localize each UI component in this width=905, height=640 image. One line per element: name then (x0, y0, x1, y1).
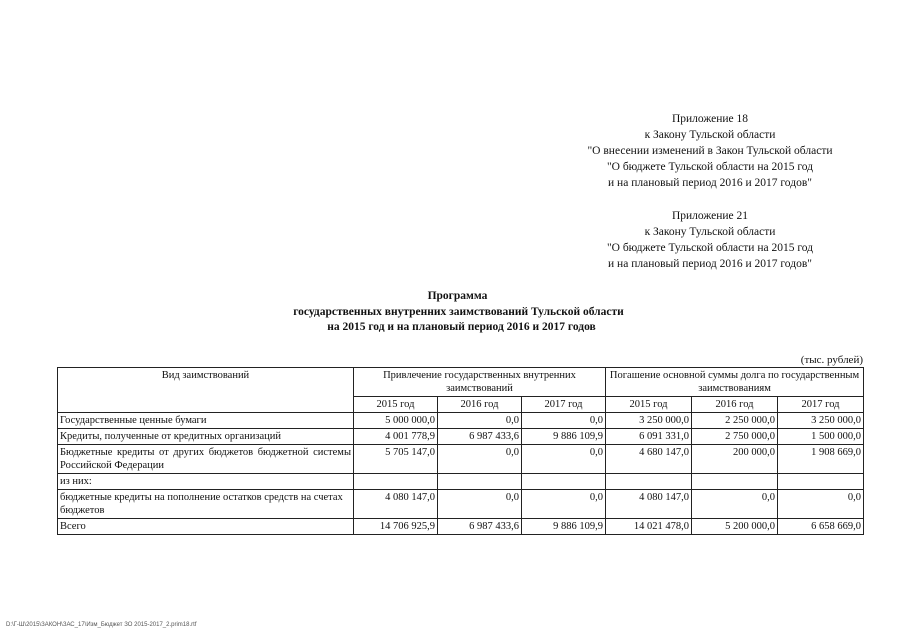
table-cell: 4 080 147,0 (354, 490, 438, 519)
table-cell: 4 680 147,0 (606, 445, 692, 474)
appendix-18-header (560, 111, 860, 191)
appendix-18-number: Приложение 18 (671, 113, 749, 125)
column-header-year: 2017 год (778, 397, 864, 413)
table-row (58, 413, 864, 429)
table-row (58, 429, 864, 445)
row-name: Бюджетные кредиты от других бюджетов бюджетной системы Российской Федерации (58, 445, 354, 474)
table-cell: 200 000,0 (692, 445, 778, 474)
column-header-year: 2015 год (606, 397, 692, 413)
table-cell: 0,0 (778, 490, 864, 519)
table-cell (354, 474, 438, 490)
appendix-21-law-ref: к Закону Тульской области (644, 226, 776, 238)
table-cell (438, 474, 522, 490)
borrowings-table (57, 367, 864, 535)
column-header-year: 2017 год (522, 397, 606, 413)
table-cell: 5 200 000,0 (692, 519, 778, 535)
row-name: Кредиты, полученные от кредитных организаций (58, 429, 354, 445)
table-cell: 0,0 (438, 490, 522, 519)
row-name: из них: (58, 474, 354, 490)
column-header-year: 2016 год (692, 397, 778, 413)
table-cell: 4 001 778,9 (354, 429, 438, 445)
table-cell (606, 474, 692, 490)
table-cell: 0,0 (438, 445, 522, 474)
table-cell: 6 091 331,0 (606, 429, 692, 445)
table-cell: 0,0 (692, 490, 778, 519)
program-title-line2: государственных внутренних заимствований Тульской области (293, 305, 624, 318)
column-header-year: 2016 год (438, 397, 522, 413)
appendix-18-budget-period: и на плановый период 2016 и 2017 годов" (608, 177, 812, 189)
column-header-borrowing-type: Вид заимствований (58, 368, 354, 413)
appendix-21-budget-title: "О бюджете Тульской области на 2015 год (606, 242, 814, 254)
program-title-line3: на 2015 год и на плановый период 2016 и 2017 годов (327, 321, 596, 333)
file-path-footer: D:\Г-Ш\2015\ЗАКОН\ЗАС_17\Изм_Бюджет ЗО 2015-2017_2.prim18.rtf (6, 622, 197, 628)
table-cell: 5 705 147,0 (354, 445, 438, 474)
table-cell: 6 987 433,6 (438, 519, 522, 535)
table-cell: 6 987 433,6 (438, 429, 522, 445)
table-cell: 3 250 000,0 (606, 413, 692, 429)
appendix-21-budget-period: и на плановый период 2016 и 2017 годов" (608, 258, 812, 270)
appendix-18-amendment-title: "О внесении изменений в Закон Тульской области (587, 145, 833, 157)
table-row (58, 474, 864, 490)
table-cell: 0,0 (522, 490, 606, 519)
appendix-21-number: Приложение 21 (671, 210, 749, 222)
table-cell (778, 474, 864, 490)
units-label: (тыс. рублей) (800, 354, 863, 366)
table-cell: 0,0 (438, 413, 522, 429)
table-header-row (58, 368, 864, 397)
table-cell: 3 250 000,0 (778, 413, 864, 429)
appendix-21-header (560, 208, 860, 272)
appendix-18-budget-title: "О бюджете Тульской области на 2015 год (606, 161, 814, 173)
table-cell (522, 474, 606, 490)
table-cell: 5 000 000,0 (354, 413, 438, 429)
table-row (58, 490, 864, 519)
table-cell: 0,0 (522, 413, 606, 429)
table-cell: 1 500 000,0 (778, 429, 864, 445)
appendix-18-law-ref: к Закону Тульской области (644, 129, 776, 141)
column-group-repayment: Погашение основной суммы долга по государственным заимствованиям (606, 368, 864, 397)
table-cell: 14 706 925,9 (354, 519, 438, 535)
table-cell: 1 908 669,0 (778, 445, 864, 474)
table-cell: 2 750 000,0 (692, 429, 778, 445)
table-cell: 9 886 109,9 (522, 429, 606, 445)
table-cell: 4 080 147,0 (606, 490, 692, 519)
program-title-line1: Программа (427, 290, 488, 302)
table-row (58, 445, 864, 474)
column-header-year: 2015 год (354, 397, 438, 413)
table-cell: 9 886 109,9 (522, 519, 606, 535)
row-name: бюджетные кредиты на пополнение остатков средств на счетах бюджетов (58, 490, 354, 519)
row-name: Всего (58, 519, 354, 535)
program-title (0, 289, 905, 336)
table-cell: 14 021 478,0 (606, 519, 692, 535)
row-name: Государственные ценные бумаги (58, 413, 354, 429)
table-cell: 2 250 000,0 (692, 413, 778, 429)
table-row-total (58, 519, 864, 535)
column-group-attraction: Привлечение государственных внутренних заимствований (354, 368, 606, 397)
table-cell: 6 658 669,0 (778, 519, 864, 535)
table-cell (692, 474, 778, 490)
table-cell: 0,0 (522, 445, 606, 474)
